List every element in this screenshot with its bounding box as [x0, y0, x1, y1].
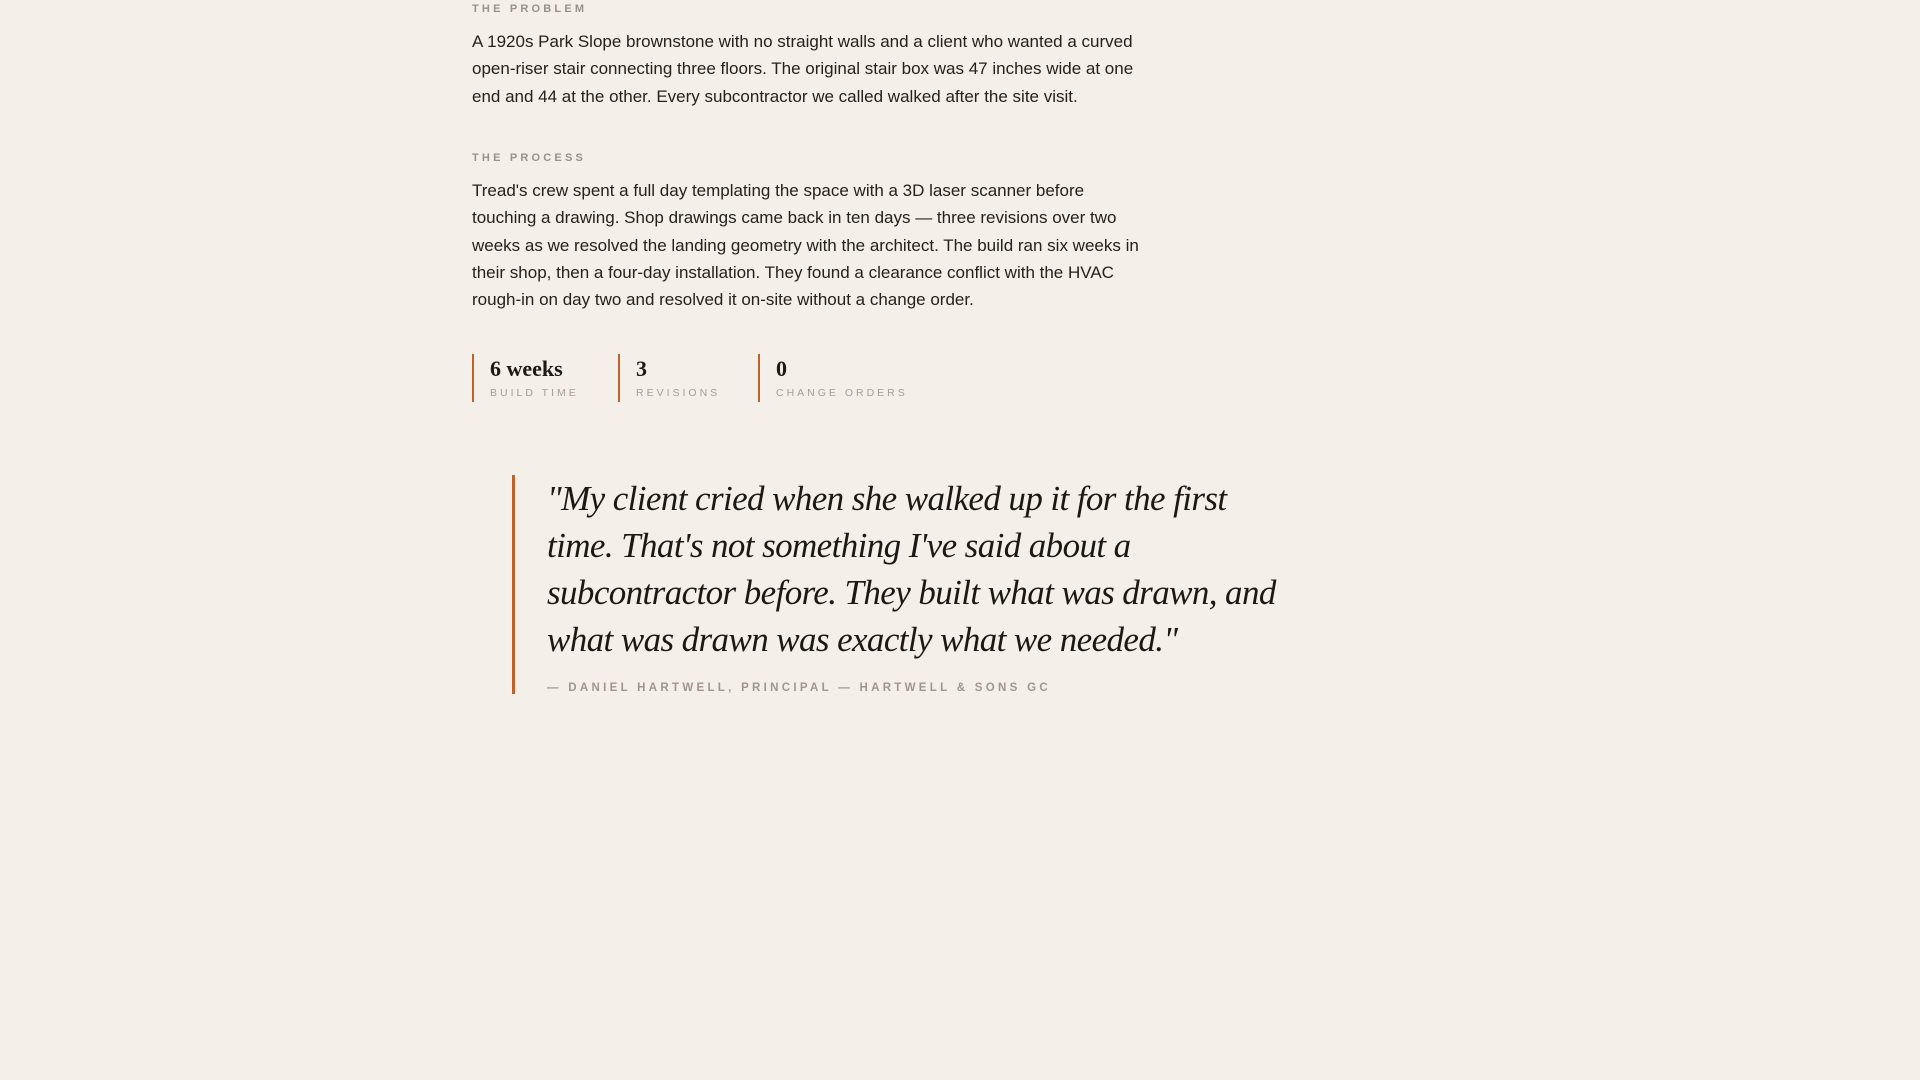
- project-stats: [472, 354, 958, 402]
- quote-text: "My client cried when she walked up it for the first time. That's not something I've said about a subcontractor before. They built what was drawn, and what was drawn was exactly what we needed.": [547, 479, 1276, 659]
- stat-label: REVISIONS: [636, 387, 721, 399]
- process-section-label: THE PROCESS: [472, 152, 587, 164]
- stat-value: 6 weeks: [490, 356, 563, 381]
- problem-section-label: THE PROBLEM: [472, 3, 588, 15]
- stat-label: BUILD TIME: [490, 387, 579, 399]
- testimonial-quote: [512, 475, 1276, 694]
- stat-label: CHANGE ORDERS: [776, 387, 908, 399]
- stat-change-orders: [758, 354, 958, 402]
- quote-attribution: — DANIEL HARTWELL, PRINCIPAL — HARTWELL & SONS GC: [547, 682, 1051, 694]
- stat-build-time: [472, 354, 618, 402]
- stat-revisions: [618, 354, 758, 402]
- process-description: Tread's crew spent a full day templating the space with a 3D laser scanner before touching a drawing. Shop drawings came back in ten days — three revisions over two weeks as we resolved the landing geometry with the architect. The build ran six weeks in their shop, then a four-day installation. They found a clearance conflict with the HVAC rough-in on day two and resolved it on-site without a change order.: [472, 181, 1139, 310]
- stat-value: 0: [776, 356, 787, 381]
- problem-description: A 1920s Park Slope brownstone with no straight walls and a client who wanted a curved open-riser stair connecting three floors. The original stair box was 47 inches wide at one end and 44 at the other. Every subcontractor we called walked after the site visit.: [472, 32, 1134, 106]
- stat-value: 3: [636, 356, 647, 381]
